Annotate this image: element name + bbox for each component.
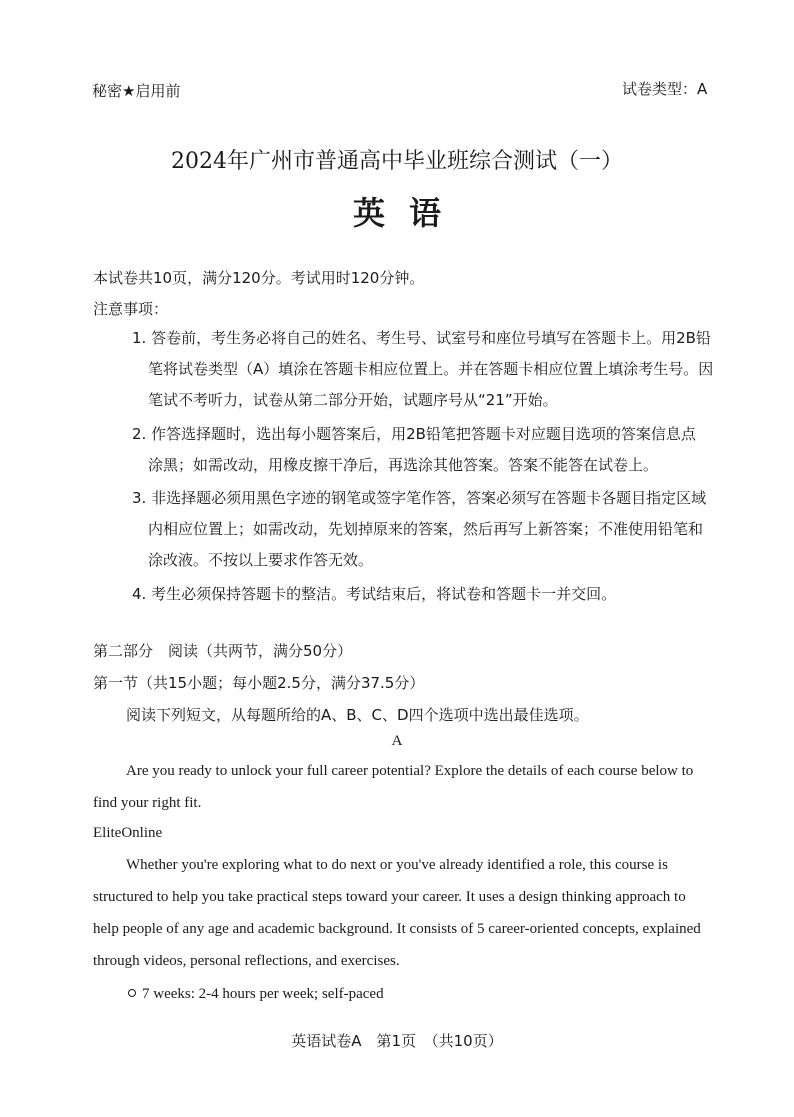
notice-item-3-line-2: 内相应位置上；如需改动，先划掉原来的答案，然后再写上新答案；不准使用铅笔和 bbox=[148, 520, 704, 538]
course-description-line-3: help people of any age and academic background. It consists of 5 career-oriented concepts, explained bbox=[93, 921, 701, 937]
course-description-line-4: through videos, personal reflections, and exercises. bbox=[93, 953, 400, 969]
notice-item-2-line-2: 涂黑；如需改动，用橡皮擦干净后，再选涂其他答案。答案不能答在试卷上。 bbox=[148, 456, 659, 474]
part-heading: 第二部分 阅读（共两节，满分50分） bbox=[93, 642, 353, 660]
page-footer: 英语试卷A 第1页 （共10页） bbox=[291, 1032, 503, 1050]
passage-intro-line-1: Are you ready to unlock your full career potential? Explore the details of each course below to bbox=[126, 763, 694, 779]
notice-item-4-line-1: 4. 考生必须保持答题卡的整洁。考试结束后，将试卷和答题卡一并交回。 bbox=[132, 585, 617, 603]
passage-label: A bbox=[391, 733, 403, 749]
course-bullet-text: 7 weeks: 2-4 hours per week; self-paced bbox=[142, 986, 384, 1002]
course-description-line-1: Whether you're exploring what to do next or you've already identified a role, this course is bbox=[126, 857, 668, 873]
section-heading: 第一节（共15小题；每小题2.5分，满分37.5分） bbox=[93, 674, 425, 692]
course-name: EliteOnline bbox=[93, 825, 163, 841]
notice-item-2-line-1: 2. 作答选择题时，选出每小题答案后，用2B铅笔把答题卡对应题目选项的答案信息点 bbox=[132, 425, 696, 443]
notice-item-1-line-1: 1. 答卷前，考生务必将自己的姓名、考生号、试室号和座位号填写在答题卡上。用2B铅 bbox=[132, 329, 711, 347]
confidentiality-label: 秘密★启用前 bbox=[92, 82, 181, 100]
exam-title: 2024年广州市普通高中毕业班综合测试（一） bbox=[171, 149, 623, 174]
course-description-line-2: structured to help you take practical steps toward your career. It uses a design thinking approach to bbox=[93, 889, 686, 905]
section-instruction: 阅读下列短文，从每题所给的A、B、C、D四个选项中选出最佳选项。 bbox=[126, 706, 589, 724]
notice-item-3-line-1: 3. 非选择题必须用黑色字迹的钢笔或签字笔作答，答案必须写在答题卡各题目指定区域 bbox=[132, 489, 707, 507]
paper-type-label: 试卷类型：A bbox=[622, 80, 708, 98]
notice-item-3-line-3: 涂改液。不按以上要求作答无效。 bbox=[148, 551, 374, 569]
notice-item-1-line-2: 笔将试卷类型（A）填涂在答题卡相应位置上。并在答题卡相应位置上填涂考生号。因 bbox=[148, 360, 714, 378]
passage-intro-line-2: find your right fit. bbox=[93, 795, 202, 811]
subject-title: 英语 bbox=[352, 194, 465, 232]
course-bullet bbox=[128, 986, 384, 1003]
exam-intro: 本试卷共10页，满分120分。考试用时120分钟。 bbox=[93, 269, 425, 287]
notice-title: 注意事项： bbox=[93, 300, 169, 318]
notice-item-1-line-3: 笔试不考听力，试卷从第二部分开始，试题序号从“21”开始。 bbox=[148, 391, 558, 409]
bullet-icon bbox=[128, 989, 136, 997]
